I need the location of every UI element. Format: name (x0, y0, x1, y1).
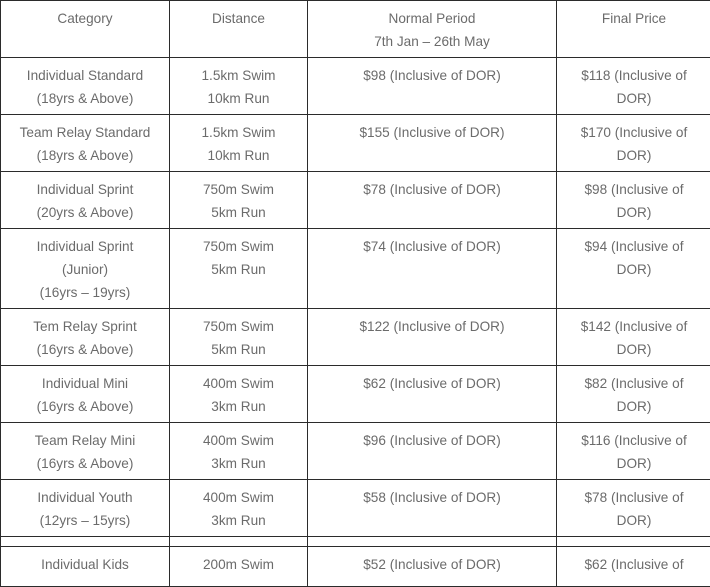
distance-swim: 400m Swim (174, 486, 303, 509)
category-age: (16yrs & Above) (5, 395, 165, 418)
final-price-line2: DOR) (561, 452, 707, 475)
category-age: (18yrs & Above) (5, 144, 165, 167)
category-cell (1, 366, 170, 423)
table-row (1, 115, 710, 172)
final-price-line2: DOR) (561, 395, 707, 418)
final-price-cell (557, 115, 710, 172)
distance-cell (170, 423, 308, 480)
distance-swim: 750m Swim (174, 315, 303, 338)
normal-price-cell: $62 (Inclusive of DOR) (308, 366, 557, 423)
category-cell (1, 115, 170, 172)
distance-swim: 1.5km Swim (174, 64, 303, 87)
empty-cell (557, 537, 710, 547)
category-cell (1, 309, 170, 366)
table-row (1, 172, 710, 229)
category-name: Individual Kids (5, 553, 165, 576)
distance-swim: 400m Swim (174, 429, 303, 452)
normal-price-cell: $96 (Inclusive of DOR) (308, 423, 557, 480)
distance-cell (170, 229, 308, 309)
final-price-line1: $116 (Inclusive of (561, 429, 707, 452)
category-cell (1, 229, 170, 309)
category-age: (12yrs – 15yrs) (5, 509, 165, 532)
category-name: Individual Standard (5, 64, 165, 87)
category-cell (1, 423, 170, 480)
category-name: Tem Relay Sprint (5, 315, 165, 338)
distance-cell (170, 58, 308, 115)
category-cell (1, 547, 170, 587)
normal-price-cell: $52 (Inclusive of DOR) (308, 547, 557, 587)
distance-swim: 1.5km Swim (174, 121, 303, 144)
header-final-price: Final Price (557, 1, 710, 58)
normal-price-cell: $98 (Inclusive of DOR) (308, 58, 557, 115)
final-price-cell (557, 172, 710, 229)
distance-cell (170, 480, 308, 537)
final-price-cell (557, 229, 710, 309)
category-cell (1, 172, 170, 229)
table-row (1, 309, 710, 366)
distance-swim: 750m Swim (174, 235, 303, 258)
empty-cell (170, 537, 308, 547)
final-price-line2: DOR) (561, 509, 707, 532)
table-row (1, 480, 710, 537)
distance-run: 3km Run (174, 452, 303, 475)
distance-cell (170, 366, 308, 423)
table-row (1, 547, 710, 587)
distance-swim: 750m Swim (174, 178, 303, 201)
header-normal-period (308, 1, 557, 58)
empty-cell (1, 537, 170, 547)
category-age: (16yrs & Above) (5, 452, 165, 475)
category-age: (20yrs & Above) (5, 201, 165, 224)
table-header-row (1, 1, 710, 58)
table-row (1, 366, 710, 423)
final-price-line2: DOR) (561, 144, 707, 167)
category-cell (1, 58, 170, 115)
final-price-line1: $142 (Inclusive of (561, 315, 707, 338)
final-price-line1: $94 (Inclusive of (561, 235, 707, 258)
normal-price-cell: $122 (Inclusive of DOR) (308, 309, 557, 366)
header-category: Category (1, 1, 170, 58)
category-name: Individual Sprint (5, 235, 165, 258)
normal-price-cell: $155 (Inclusive of DOR) (308, 115, 557, 172)
header-normal-period-dates: 7th Jan – 26th May (312, 30, 552, 53)
final-price-line1: $170 (Inclusive of (561, 121, 707, 144)
table-row-empty (1, 537, 710, 547)
distance-cell (170, 115, 308, 172)
distance-run: 3km Run (174, 395, 303, 418)
empty-cell (308, 537, 557, 547)
category-name: Team Relay Mini (5, 429, 165, 452)
category-age: (16yrs & Above) (5, 338, 165, 361)
final-price-cell (557, 480, 710, 537)
distance-cell (170, 547, 308, 587)
final-price-line1: $82 (Inclusive of (561, 372, 707, 395)
normal-price-cell: $78 (Inclusive of DOR) (308, 172, 557, 229)
final-price-line2: DOR) (561, 338, 707, 361)
distance-swim: 400m Swim (174, 372, 303, 395)
distance-run: 5km Run (174, 258, 303, 281)
distance-run: 5km Run (174, 338, 303, 361)
distance-swim: 200m Swim (174, 553, 303, 576)
final-price-line2: DOR) (561, 87, 707, 110)
category-name: Individual Youth (5, 486, 165, 509)
final-price-line1: $118 (Inclusive of (561, 64, 707, 87)
final-price-line2: DOR) (561, 258, 707, 281)
distance-run: 10km Run (174, 144, 303, 167)
distance-run: 5km Run (174, 201, 303, 224)
distance-run: 3km Run (174, 509, 303, 532)
distance-run: 10km Run (174, 87, 303, 110)
final-price-cell (557, 309, 710, 366)
category-name: Team Relay Standard (5, 121, 165, 144)
final-price-cell (557, 58, 710, 115)
normal-price-cell: $74 (Inclusive of DOR) (308, 229, 557, 309)
category-age: (18yrs & Above) (5, 87, 165, 110)
final-price-cell (557, 547, 710, 587)
final-price-line2: DOR) (561, 201, 707, 224)
header-normal-period-label: Normal Period (312, 7, 552, 30)
table-row (1, 229, 710, 309)
table-row (1, 58, 710, 115)
category-cell (1, 480, 170, 537)
distance-cell (170, 172, 308, 229)
distance-cell (170, 309, 308, 366)
final-price-cell (557, 423, 710, 480)
header-distance: Distance (170, 1, 308, 58)
category-age: (16yrs – 19yrs) (5, 281, 165, 304)
final-price-line1: $78 (Inclusive of (561, 486, 707, 509)
final-price-line1: $98 (Inclusive of (561, 178, 707, 201)
final-price-line1: $62 (Inclusive of (561, 553, 707, 576)
category-subtype: (Junior) (5, 258, 165, 281)
category-name: Individual Mini (5, 372, 165, 395)
final-price-cell (557, 366, 710, 423)
table-row (1, 423, 710, 480)
category-name: Individual Sprint (5, 178, 165, 201)
normal-price-cell: $58 (Inclusive of DOR) (308, 480, 557, 537)
